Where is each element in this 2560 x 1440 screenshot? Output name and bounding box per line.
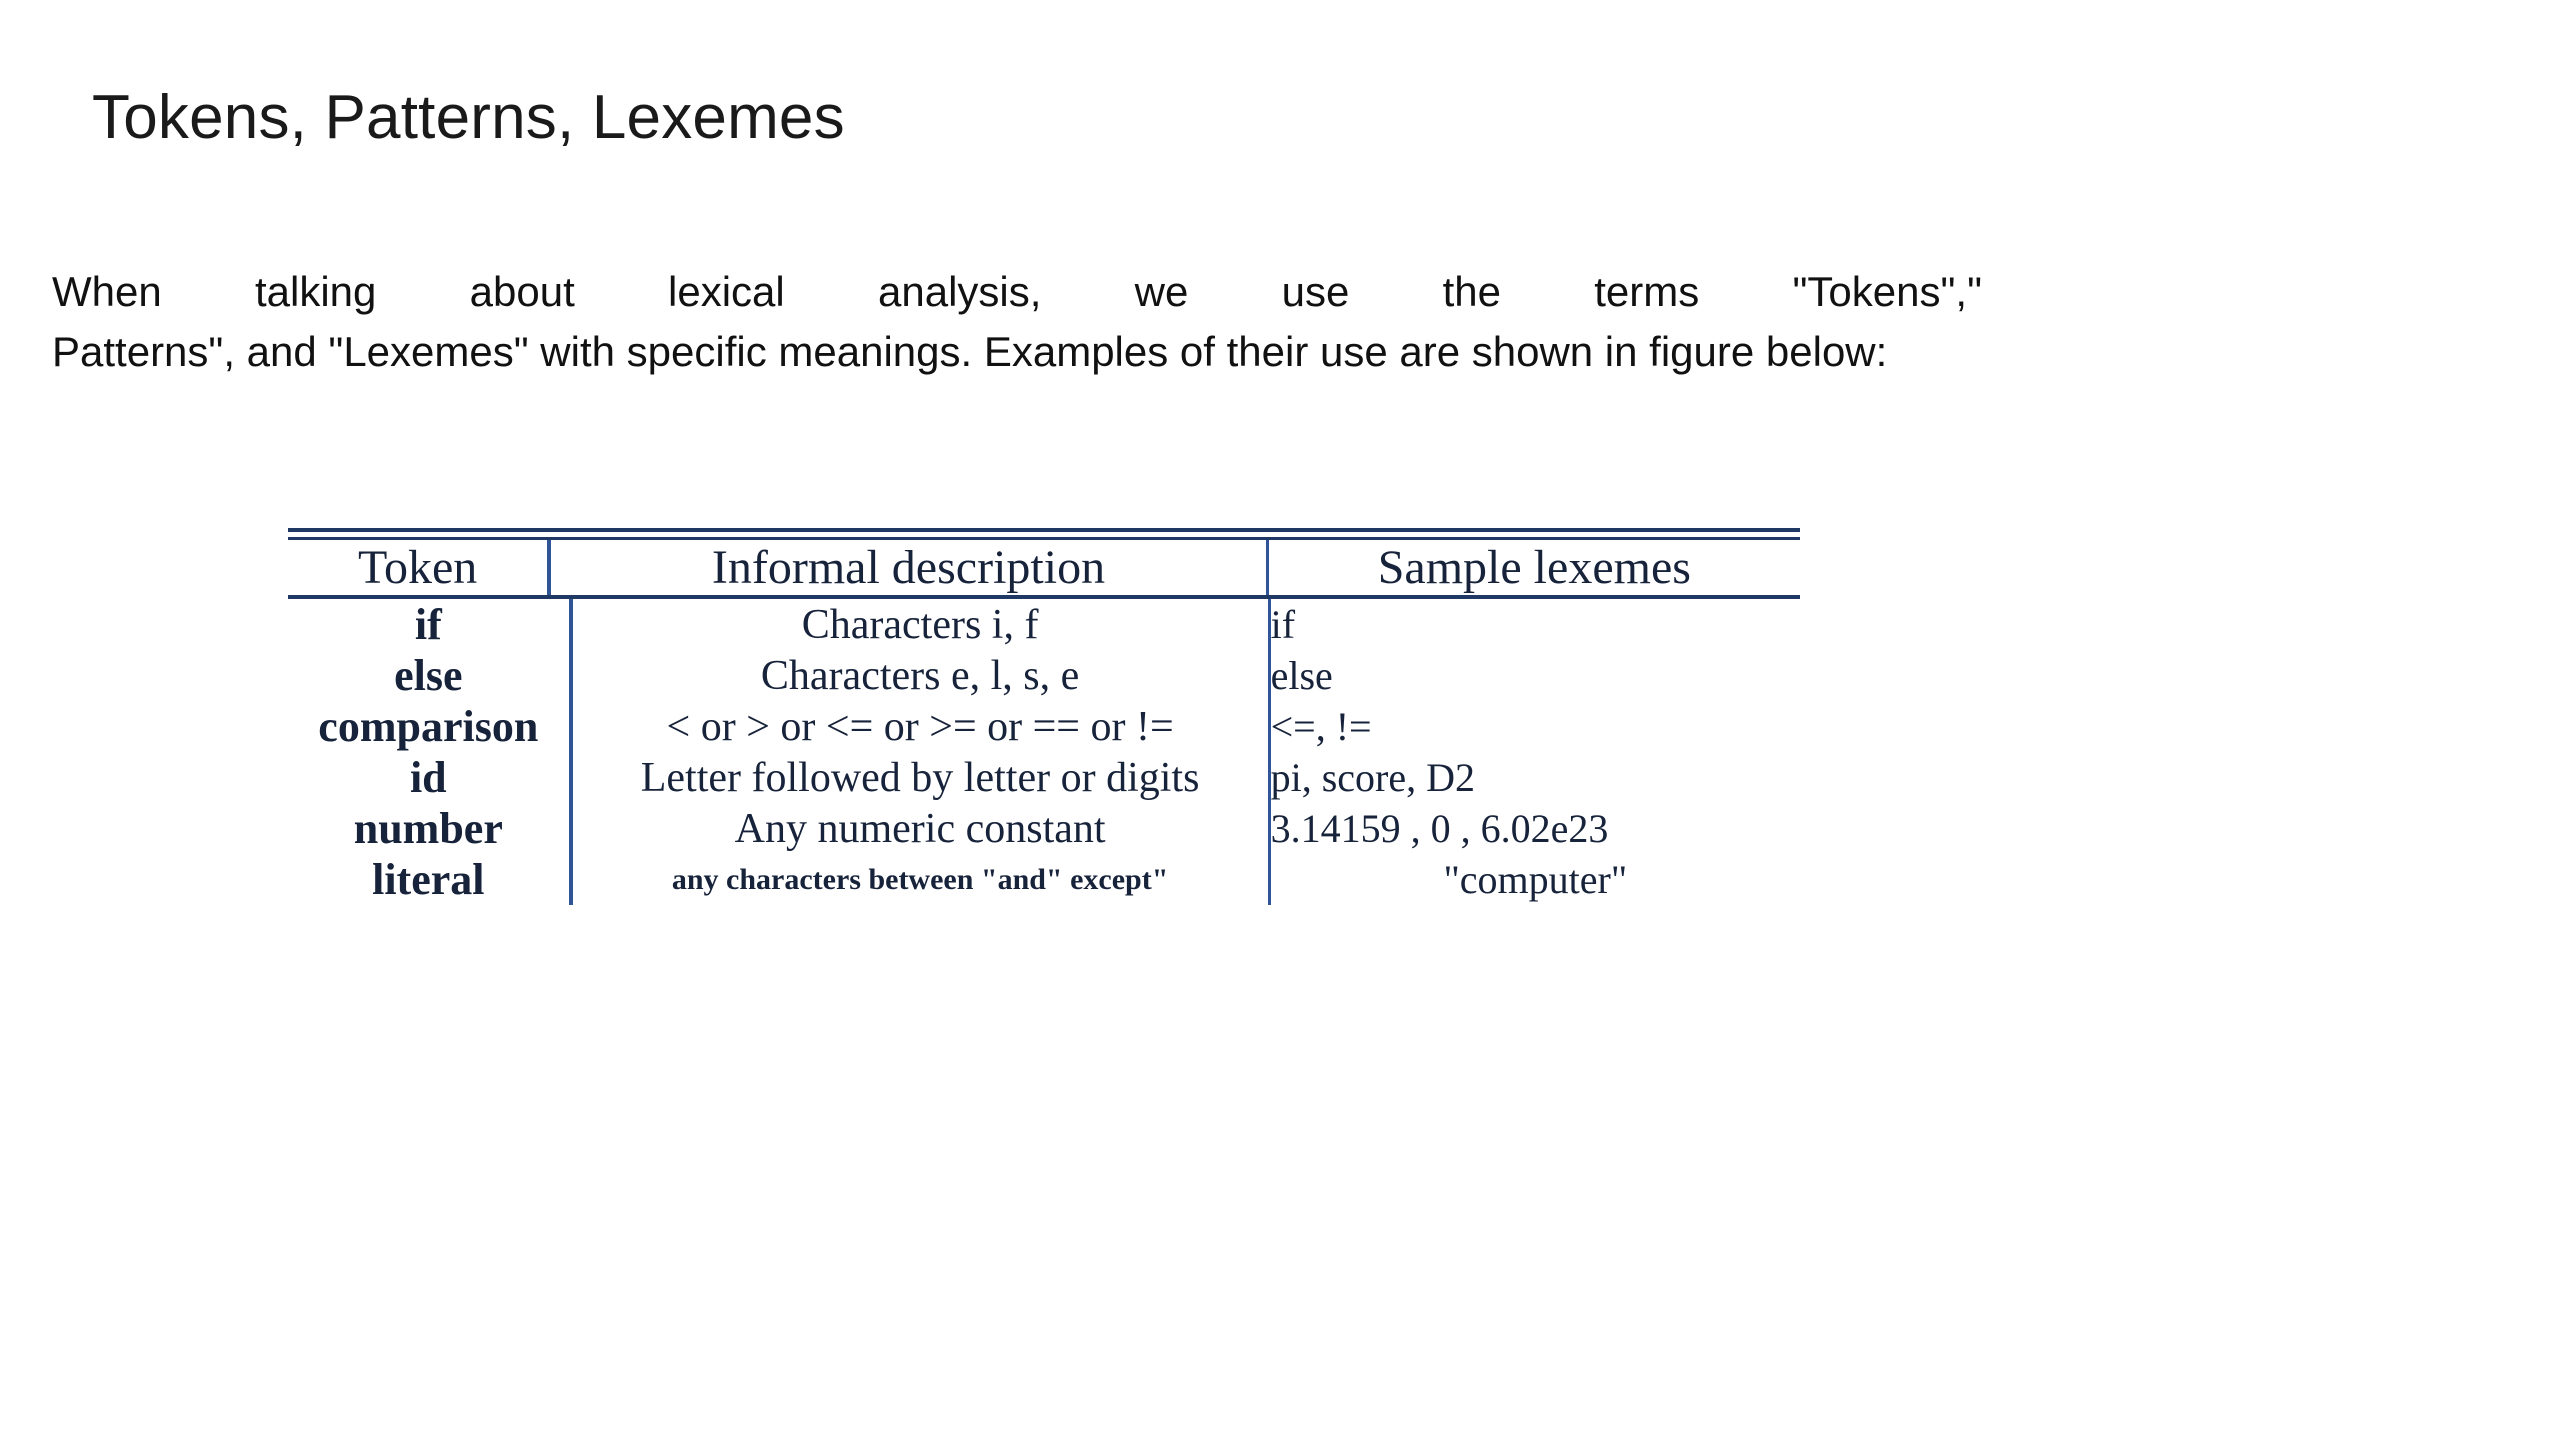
- cell-token: if: [288, 599, 571, 650]
- table-row: [288, 854, 1800, 905]
- body-paragraph: [52, 262, 1982, 381]
- cell-token: else: [288, 650, 571, 701]
- page-title: Tokens, Patterns, Lexemes: [92, 83, 845, 152]
- tokens-table: [288, 540, 1800, 595]
- table-row: [288, 599, 1800, 650]
- table-row: [288, 650, 1800, 701]
- table-row: [288, 701, 1800, 752]
- cell-lexemes: if: [1270, 602, 1296, 647]
- cell-lexemes: pi, score, D2: [1270, 755, 1476, 800]
- cell-lexemes: <=, !=: [1270, 704, 1372, 749]
- cell-description: Characters e, l, s, e: [571, 650, 1270, 701]
- cell-description: Any numeric constant: [571, 803, 1270, 854]
- column-header-token: Token: [288, 540, 549, 595]
- cell-token: comparison: [288, 701, 571, 752]
- table-row: [288, 752, 1800, 803]
- tokens-table-figure: [288, 528, 1800, 905]
- cell-lexemes: else: [1270, 653, 1333, 698]
- table-row: [288, 803, 1800, 854]
- column-header-informal-description: Informal description: [549, 540, 1267, 595]
- cell-token: number: [288, 803, 571, 854]
- cell-description: Letter followed by letter or digits: [571, 752, 1270, 803]
- cell-token: id: [288, 752, 571, 803]
- table-header-row: [288, 540, 1800, 595]
- cell-description: any characters between "and" except": [571, 854, 1270, 905]
- body-paragraph-line-1: When talking about lexical analysis, we use the terms "Tokens",": [52, 268, 1982, 315]
- cell-lexemes: 3.14159 , 0 , 6.02e23: [1270, 806, 1609, 851]
- cell-description: < or > or <= or >= or == or !=: [571, 701, 1270, 752]
- body-paragraph-line-2: Patterns", and "Lexemes" with specific meanings. Examples of their use are shown in figure below:: [52, 327, 1888, 375]
- cell-token: literal: [288, 854, 571, 905]
- table-top-rule-outer: [288, 528, 1800, 532]
- tokens-table-body: [288, 599, 1800, 905]
- cell-lexemes: "computer": [1443, 857, 1628, 902]
- column-header-sample-lexemes: Sample lexemes: [1377, 541, 1691, 594]
- cell-description: Characters i, f: [571, 599, 1270, 650]
- table-head: [288, 540, 1800, 595]
